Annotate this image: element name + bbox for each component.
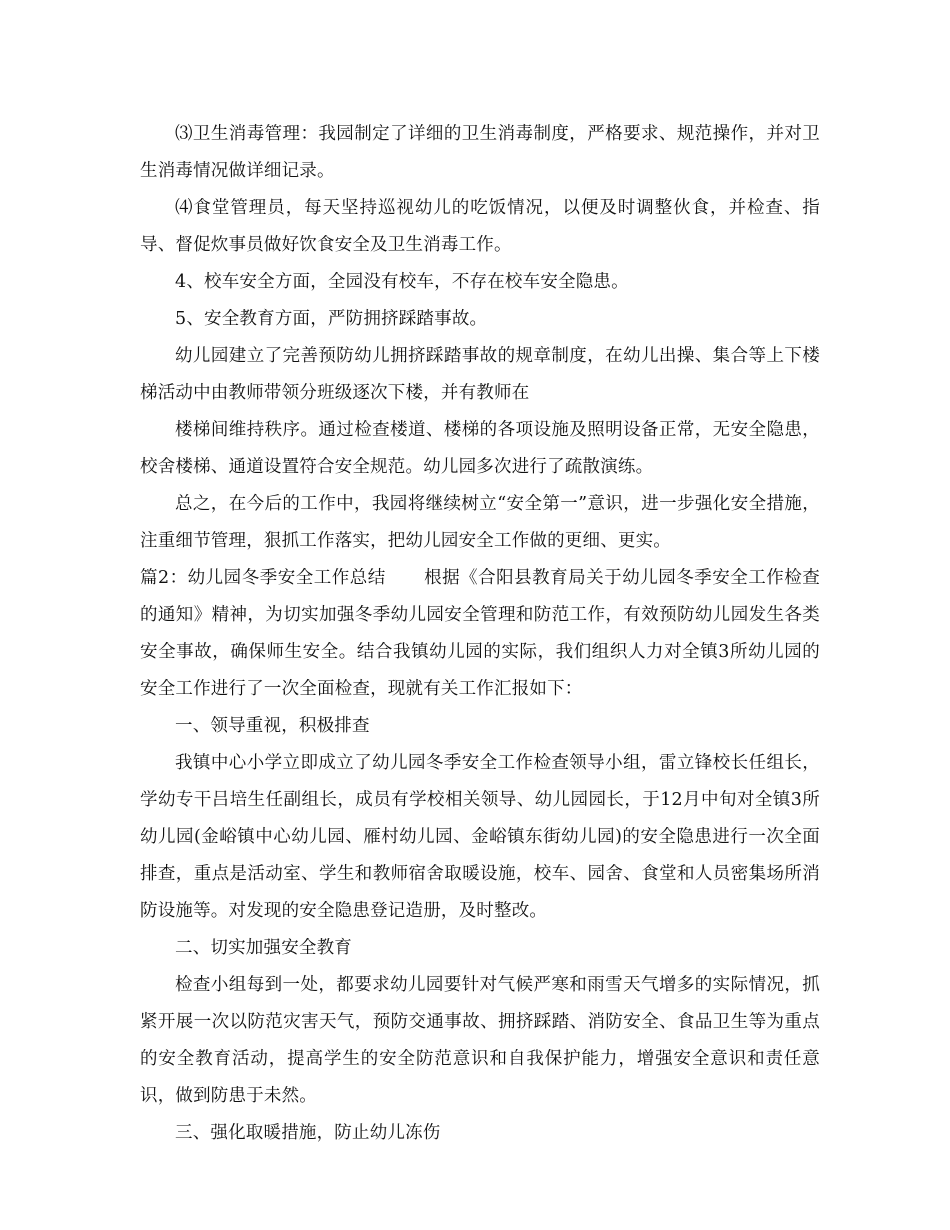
heading-leadership: 一、领导重视，积极排查	[175, 716, 370, 736]
section-2-body: 根据《合阳县教育局关于幼儿园冬季安全工作检查的通知》精神，为切实加强冬季幼儿园安全管理和防范工作，有效预防幼儿园发生各类安全事故，确保师生安全。结合我镇幼儿园的实际，我们组织人力对全镇3所幼儿园的安全工作进行了一次全面检查，现就有关工作汇报如下：	[140, 568, 820, 699]
paragraph-education-activities: 检查小组每到一处，都要求幼儿园要针对气候严寒和雨雪天气增多的实际情况，抓紧开展一次以防范灾害天气，预防交通事故、拥挤踩踏、消防安全、食品卫生等为重点的安全教育活动，提高学生的安全防范意识和自我保护能力，增强安全意识和责任意识，做到防患于未然。	[140, 975, 820, 1106]
heading-heating-measures: 三、强化取暖措施，防止幼儿冻伤	[175, 1123, 441, 1143]
paragraph-inspection-team: 我镇中心小学立即成立了幼儿园冬季安全工作检查领导小组，雷立锋校长任组长，学幼专干吕培生任副组长，成员有学校相关领导、幼儿园园长，于12月中旬对全镇3所幼儿园(金峪镇中心幼儿园、雁村幼儿园、金峪镇东街幼儿园)的安全隐患进行一次全面排查，重点是活动室、学生和教师宿舍取暖设施，校车、园舍、食堂和人员密集场所消防设施等。对发现的安全隐患登记造册，及时整改。	[140, 753, 820, 921]
paragraph-safety-education: 5、安全教育方面，严防拥挤踩踏事故。	[175, 309, 488, 329]
paragraph-canteen-manager: ⑷食堂管理员，每天坚持巡视幼儿的吃饭情况，以便及时调整伙食，并检查、指导、督促炊事员做好饮食安全及卫生消毒工作。	[140, 198, 820, 255]
heading-safety-education: 二、切实加强安全教育	[175, 938, 352, 958]
paragraph-stairway-order: 楼梯间维持秩序。通过检查楼道、楼梯的各项设施及照明设备正常，无安全隐患，校舍楼梯、通道设置符合安全规范。幼儿园多次进行了疏散演练。	[140, 420, 820, 477]
paragraph-school-bus: 4、校车安全方面，全园没有校车，不存在校车安全隐患。	[175, 272, 629, 292]
paragraph-hygiene-disinfection: ⑶卫生消毒管理：我园制定了详细的卫生消毒制度，严格要求、规范操作，并对卫生消毒情况做详细记录。	[140, 124, 820, 181]
section-2-paragraph	[140, 560, 820, 708]
paragraph-conclusion: 总之，在今后的工作中，我园将继续树立“安全第一”意识，进一步强化安全措施，注重细节管理，狠抓工作落实，把幼儿园安全工作做的更细、更实。	[140, 494, 820, 551]
paragraph-stampede-prevention: 幼儿园建立了完善预防幼儿拥挤踩踏事故的规章制度，在幼儿出操、集合等上下楼梯活动中由教师带领分班级逐次下楼，并有教师在	[140, 346, 820, 403]
section-2-heading: 篇2：幼儿园冬季安全工作总结	[140, 568, 386, 588]
